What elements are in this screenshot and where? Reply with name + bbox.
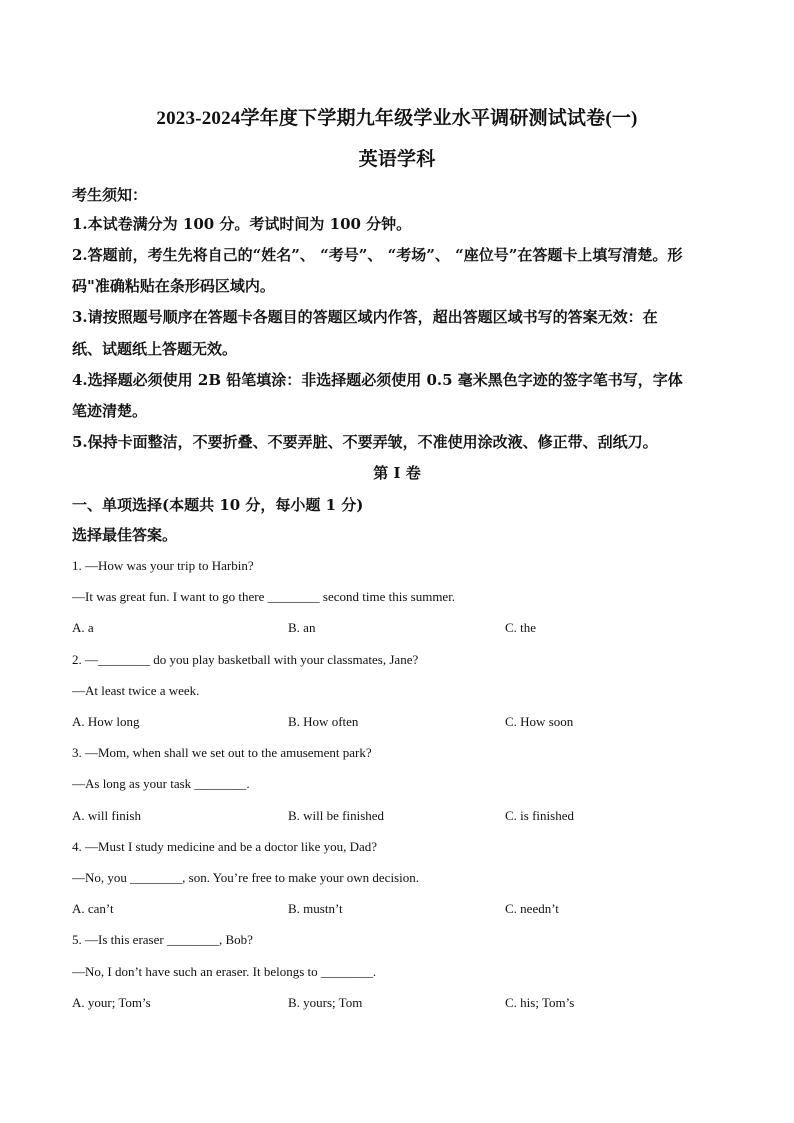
notice-line: 纸、试题纸上答题无效。 [72,340,238,358]
question-response: —No, I don’t have such an eraser. It belongs to ________. [72,964,377,979]
question-response: —As long as your task ________. [72,776,250,791]
question-stem: 2. —________ do you play basketball with your classmates, Jane? [72,652,419,667]
exam-title: 2023-2024学年度下学期九年级学业水平调研测试试卷(一) [156,108,638,129]
notice-line: 1.本试卷满分为 100 分。考试时间为 100 分钟。 [72,215,412,233]
option-c: C. his; Tom’s [505,995,575,1010]
option-c: C. How soon [505,714,574,729]
option-c: C. is finished [505,808,574,823]
question-response: —No, you ________, son. You’re free to make your own decision. [72,870,419,885]
notice-line: 5.保持卡面整洁，不要折叠、不要弄脏、不要弄皱，不准使用涂改液、修正带、刮纸刀。 [72,433,658,451]
notice-line: 2.答题前，考生先将自己的“姓名”、 “考号”、 “考场”、 “座位号”在答题卡上填写清楚。形 [72,246,683,264]
notice-line: 笔迹清楚。 [72,402,148,420]
option-a: A. How long [72,714,140,729]
question-response: —At least twice a week. [72,683,200,698]
option-a: A. a [72,620,94,635]
question-stem: 3. —Mom, when shall we set out to the amusement park? [72,745,372,760]
volume-label: 第 I 卷 [373,464,421,482]
option-c: C. the [505,620,537,635]
question-response: —It was great fun. I want to go there ________ second time this summer. [72,589,456,604]
option-a: A. your; Tom’s [72,995,151,1010]
option-b: B. yours; Tom [288,995,363,1010]
section-heading: 一、单项选择(本题共 10 分，每小题 1 分) [72,496,364,514]
section-instruction: 选择最佳答案。 [72,526,178,544]
question-stem: 5. —Is this eraser ________, Bob? [72,932,253,947]
notice-line: 3.请按照题号顺序在答题卡各题目的答题区域内作答，超出答题区域书写的答案无效：在 [72,308,658,326]
question-stem: 1. —How was your trip to Harbin? [72,558,254,573]
question-stem: 4. —Must I study medicine and be a doctor like you, Dad? [72,839,378,854]
notice-heading: 考生须知： [72,186,148,204]
notice-line: 码"准确粘贴在条形码区域内。 [72,277,275,295]
option-b: B. mustn’t [288,901,343,916]
option-b: B. How often [288,714,359,729]
notice-line: 4.选择题必须使用 2B 铅笔填涂：非选择题必须使用 0.5 毫米黑色字迹的签字笔书写，字体 [72,371,683,389]
option-a: A. will finish [72,808,141,823]
option-b: B. will be finished [288,808,385,823]
exam-subject: 英语学科 [358,149,436,170]
option-c: C. needn’t [505,901,559,916]
option-a: A. can’t [72,901,114,916]
option-b: B. an [288,620,316,635]
